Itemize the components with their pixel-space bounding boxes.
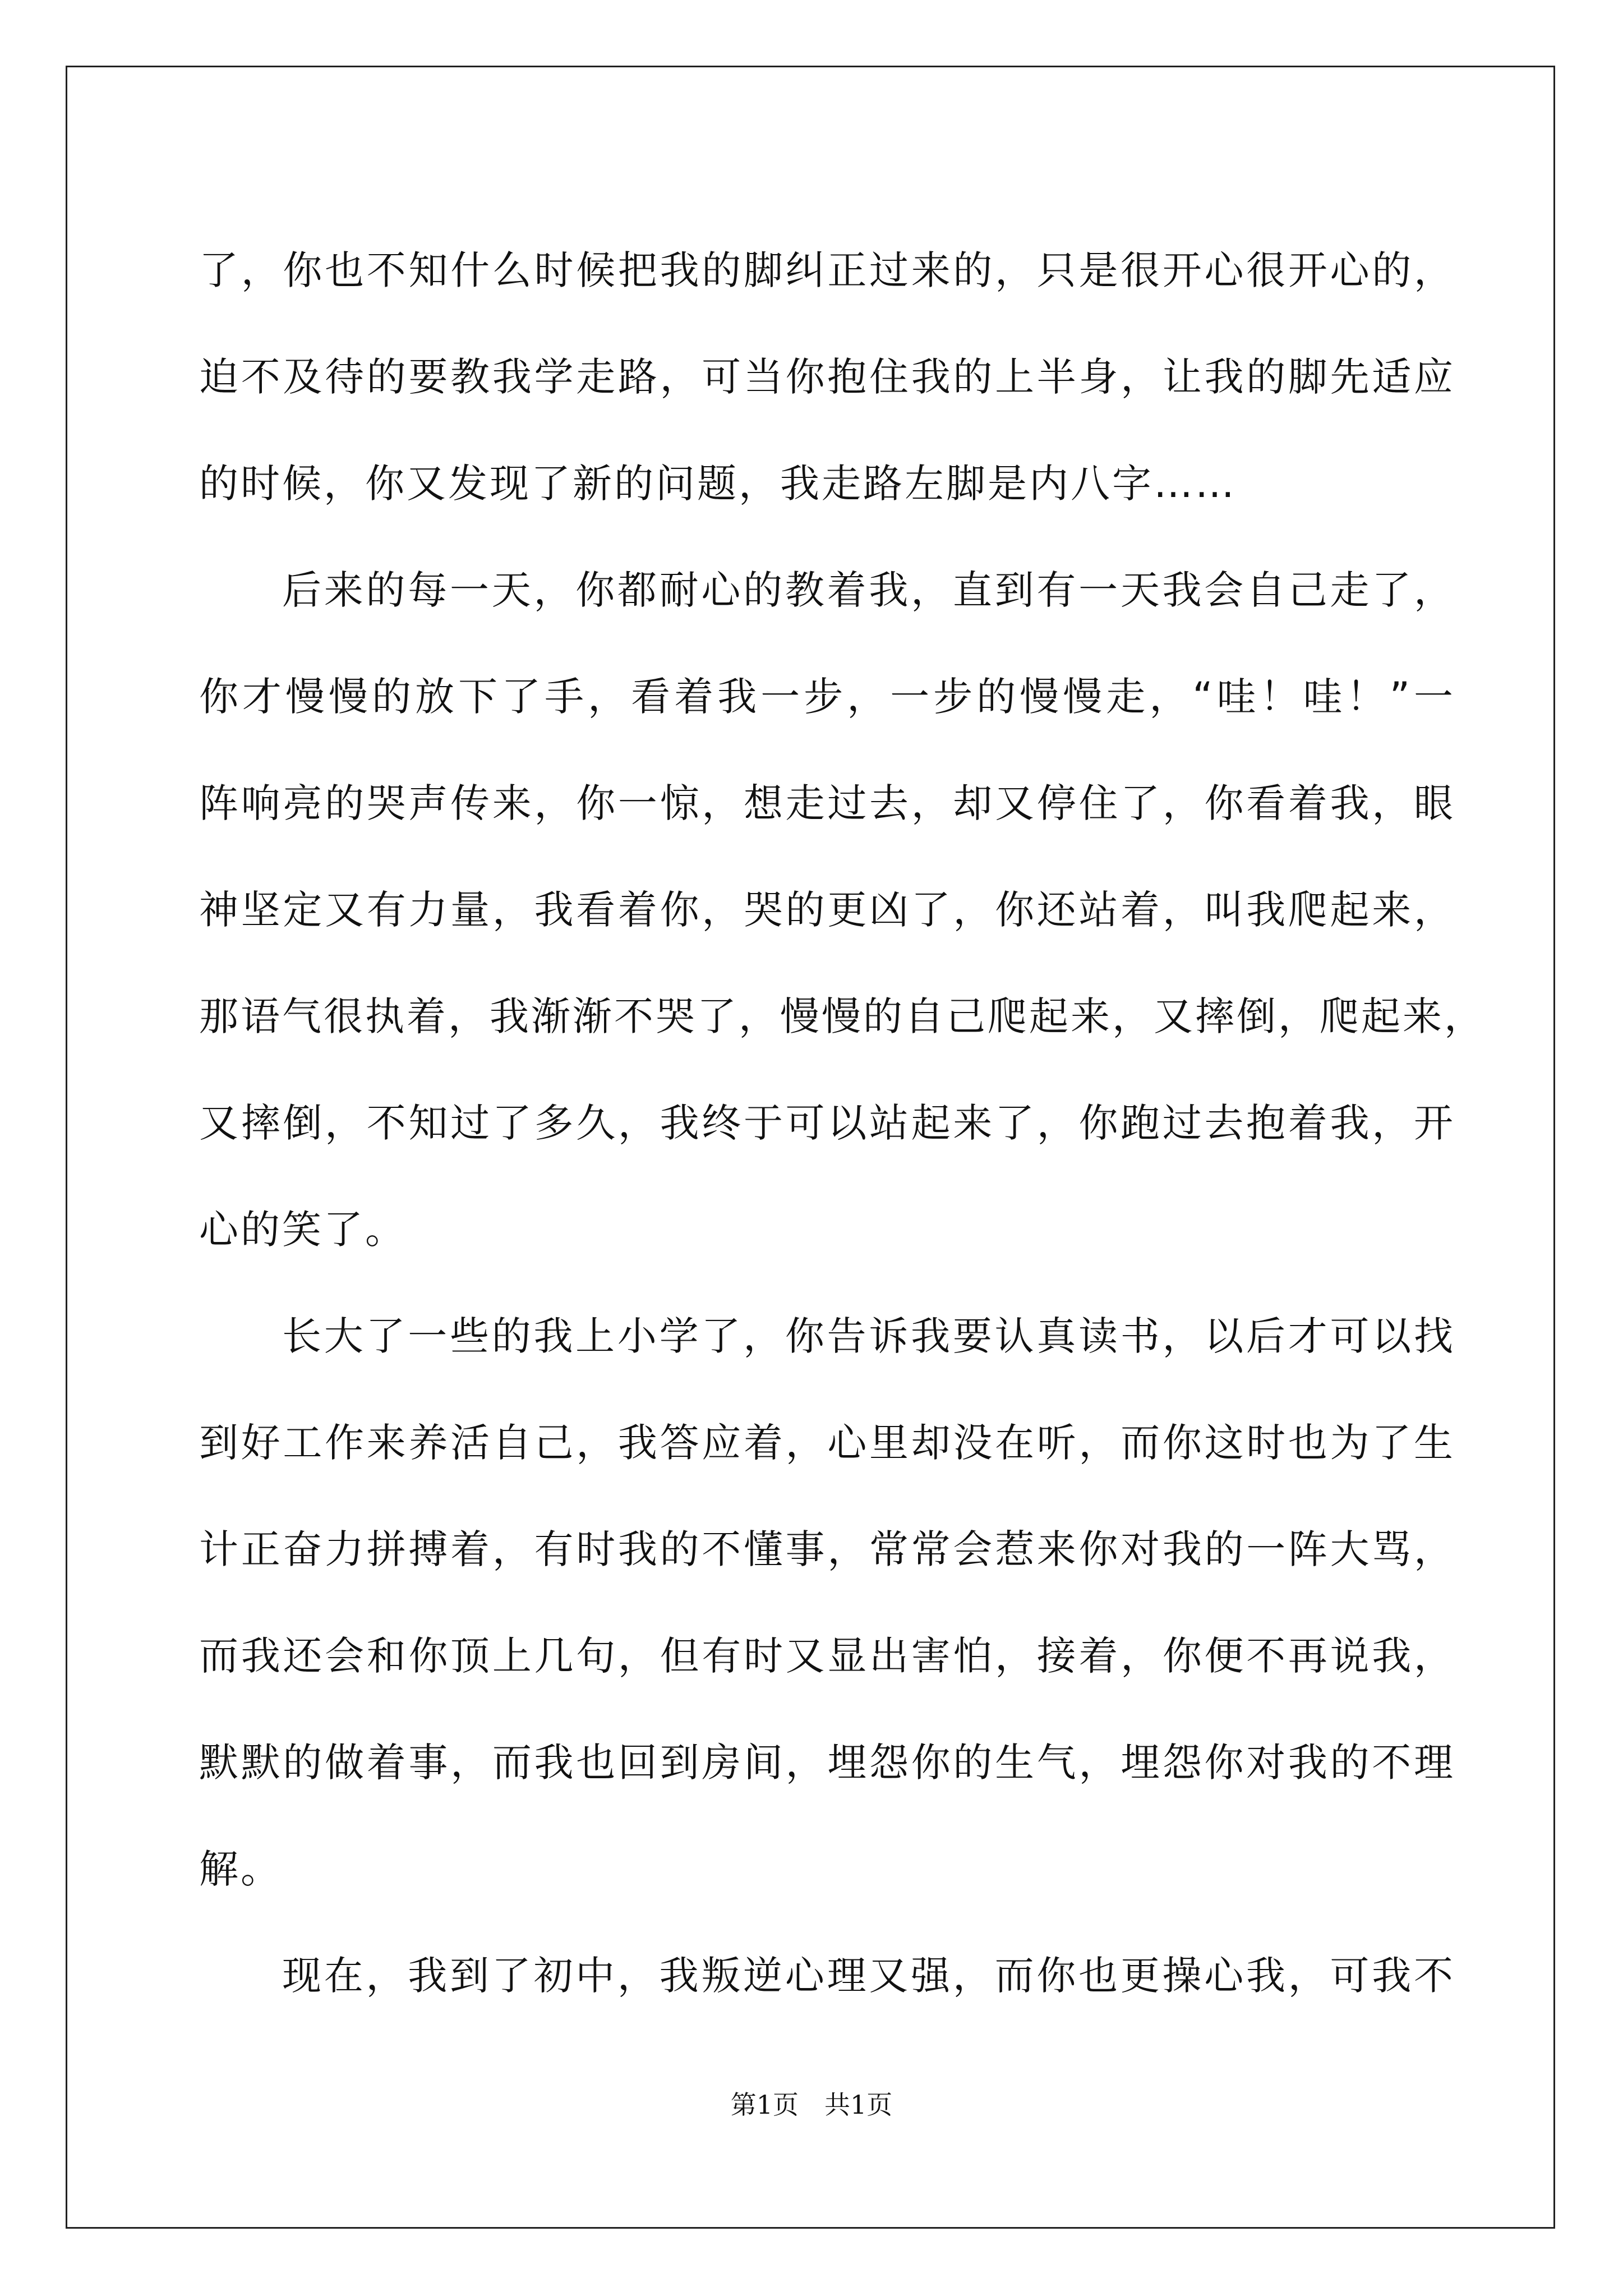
- text-line: 了，你也不知什么时候把我的脚纠正过来的，只是很开心很开心的，: [199, 247, 1455, 293]
- text-line: 迫不及待的要教我学走路，可当你抱住我的上半身，让我的脚先适应: [199, 354, 1455, 400]
- text-line: 又摔倒，不知过了多久，我终于可以站起来了，你跑过去抱着我，开: [199, 1100, 1455, 1146]
- text-line: 默默的做着事，而我也回到房间，埋怨你的生气，埋怨你对我的不理: [199, 1740, 1455, 1786]
- text-line: 心的笑了。: [199, 1207, 407, 1253]
- text-line: 神坚定又有力量，我看着你，哭的更凶了，你还站着，叫我爬起来，: [199, 887, 1455, 933]
- text-line: 那语气很执着，我渐渐不哭了，慢慢的自己爬起来，又摔倒，爬起来，: [199, 993, 1486, 1039]
- text-line: 的时候，你又发现了新的问题，我走路左脚是内八字……: [199, 461, 1237, 507]
- paragraph-start-line: 长大了一些的我上小学了，你告诉我要认真读书，以后才可以找: [282, 1313, 1455, 1359]
- paragraph-start-line: 后来的每一天，你都耐心的教着我，直到有一天我会自己走了，: [282, 567, 1455, 613]
- paragraph-start-line: 现在，我到了初中，我叛逆心理又强，而你也更操心我，可我不: [282, 1953, 1455, 1999]
- text-line: 阵响亮的哭声传来，你一惊，想走过去，却又停住了，你看着我，眼: [199, 780, 1455, 826]
- page-number-footer: 第1页 共1页: [730, 2090, 893, 2120]
- text-line: 而我还会和你顶上几句，但有时又显出害怕，接着，你便不再说我，: [199, 1633, 1455, 1679]
- text-line: 你才慢慢的放下了手，看着我一步，一步的慢慢走，“哇！哇！”一: [199, 674, 1455, 720]
- text-line: 计正奋力拼搏着，有时我的不懂事，常常会惹来你对我的一阵大骂，: [199, 1526, 1455, 1572]
- document-body: [199, 217, 1486, 2029]
- text-line: 解。: [199, 1846, 282, 1892]
- text-line: 到好工作来养活自己，我答应着，心里却没在听，而你这时也为了生: [199, 1420, 1455, 1466]
